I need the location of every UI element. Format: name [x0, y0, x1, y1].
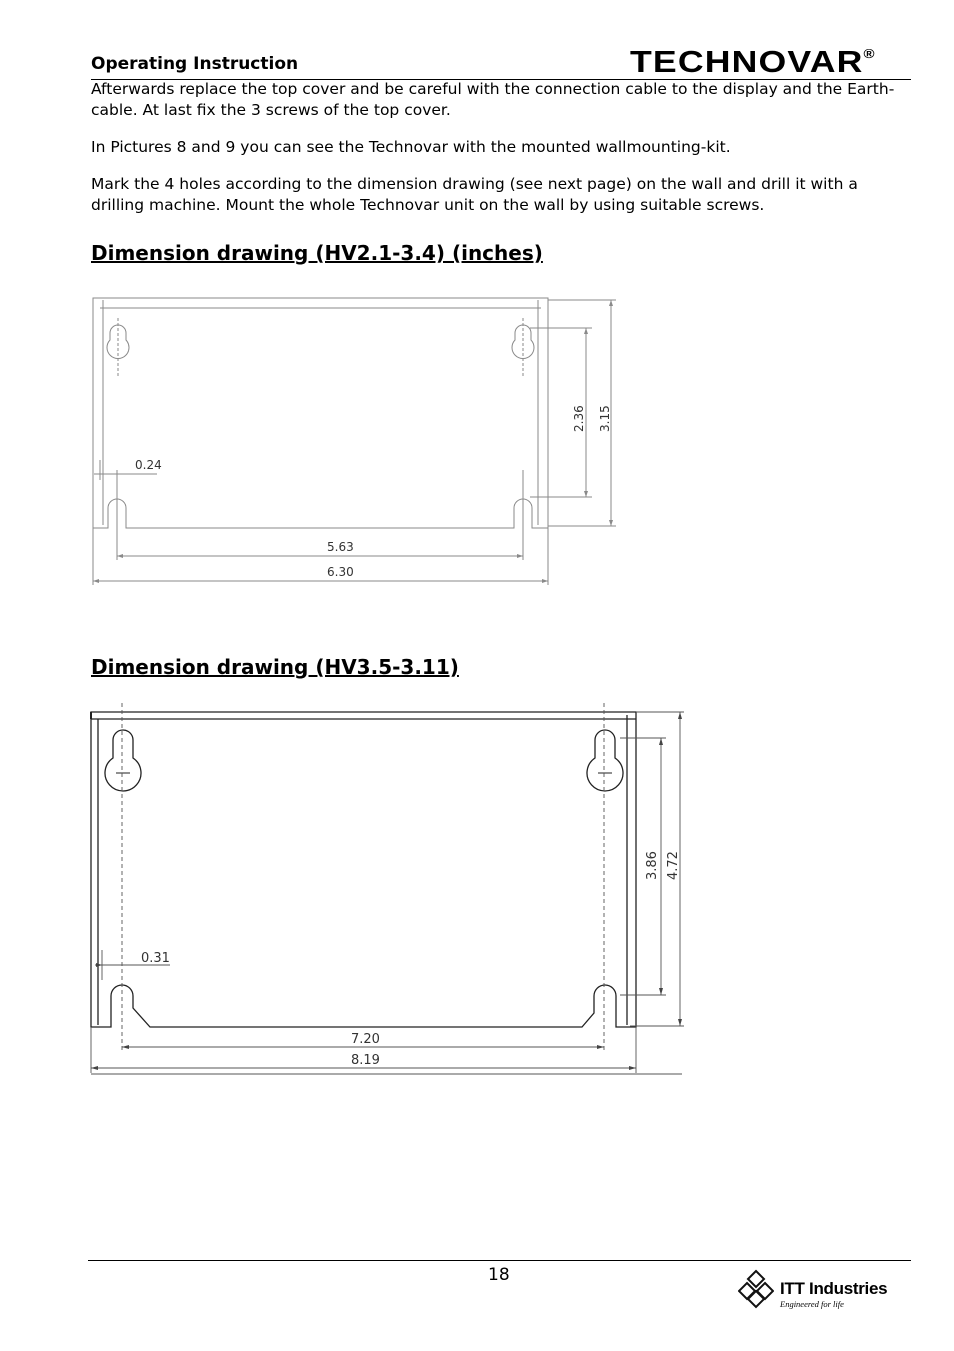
drawing-hv21-34	[93, 298, 616, 585]
dim-total-height-1: 3.15	[598, 405, 612, 432]
technovar-logo: TECHNOVAR®	[630, 44, 876, 79]
page-number: 18	[488, 1265, 510, 1285]
section2-heading: Dimension drawing (HV3.5-3.11)	[91, 655, 459, 679]
itt-logo-icon	[738, 1269, 774, 1309]
paragraph-pictures: In Pictures 8 and 9 you can see the Technovar with the mounted wallmounting-kit.	[91, 138, 731, 156]
dim-hole-spacing-h-2: 3.86	[645, 851, 660, 880]
dim-hole-offset-2: 0.31	[141, 951, 170, 966]
paragraph-replace-cover: Afterwards replace the top cover and be careful with the connection cable to the display and the Earth-cable. At last fix the 3 screws of the top cover.	[91, 80, 895, 119]
itt-tagline: Engineered for life	[780, 1299, 844, 1309]
dim-total-width-1: 6.30	[327, 565, 354, 579]
itt-company-name: ITT Industries	[780, 1279, 888, 1298]
footer-rule	[88, 1260, 911, 1261]
dim-total-height-2: 4.72	[666, 851, 681, 880]
dim-hole-spacing-w-2: 7.20	[351, 1032, 380, 1047]
header-title: Operating Instruction	[91, 54, 299, 74]
dim-hole-spacing-w-1: 5.63	[327, 540, 354, 554]
section1-heading: Dimension drawing (HV2.1-3.4) (inches)	[91, 241, 543, 265]
dim-hole-offset-1: 0.24	[135, 458, 162, 472]
dim-hole-spacing-h-1: 2.36	[572, 405, 586, 432]
drawing-hv35-311	[91, 712, 636, 1027]
dim-total-width-2: 8.19	[351, 1053, 380, 1068]
paragraph-mark-holes: Mark the 4 holes according to the dimension drawing (see next page) on the wall and drill it with a drilling machine. Mount the whole Technovar unit on the wall by using suitable screws.	[91, 175, 858, 214]
